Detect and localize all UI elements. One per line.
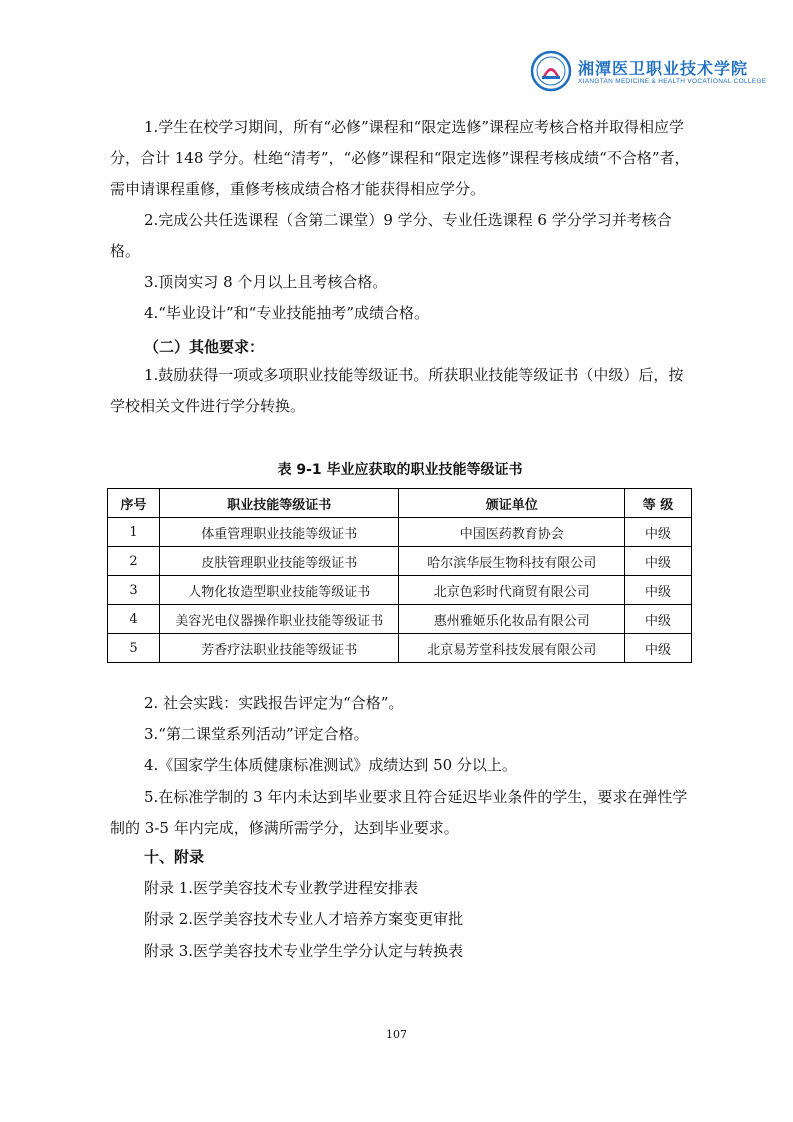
cell-level: 中级 [625, 634, 692, 663]
cell-issuer: 惠州雅姬乐化妆品有限公司 [399, 605, 625, 634]
cell-index: 2 [108, 547, 160, 576]
cell-index: 1 [108, 518, 160, 547]
appendix-item: 附录 1.医学美容技术专业教学进程安排表 [144, 879, 419, 897]
table-row [108, 547, 692, 576]
cell-certificate: 芳香疗法职业技能等级证书 [159, 634, 399, 663]
cell-certificate: 皮肤管理职业技能等级证书 [159, 547, 399, 576]
paragraph-graduation-design: 4.“毕业设计”和“专业技能抽考”成绩合格。 [144, 304, 429, 322]
paragraph-credits: 1.学生在校学习期间，所有“必修”课程和“限定选修”课程应考核合格并取得相应学分，合计 148 学分。杜绝“清考”，“必修”课程和“限定选修”课程考核成绩“不合格”者，需申请课程重修，重修考核成绩合格才能获得相应学分。 [110, 118, 690, 198]
cell-issuer: 哈尔滨华辰生物科技有限公司 [399, 547, 625, 576]
cell-certificate: 体重管理职业技能等级证书 [159, 518, 399, 547]
appendix-item: 附录 3.医学美容技术专业学生学分认定与转换表 [144, 942, 464, 960]
heading-other-requirements: （二）其他要求： [144, 338, 265, 356]
cell-issuer: 北京易芳堂科技发展有限公司 [399, 634, 625, 663]
cell-certificate: 人物化妆造型职业技能等级证书 [159, 576, 399, 605]
table-row [108, 518, 692, 547]
paragraph-social-practice: 2. 社会实践：实践报告评定为“合格”。 [144, 694, 404, 712]
table-header-row [108, 489, 692, 518]
table-row [108, 634, 692, 663]
cell-level: 中级 [625, 547, 692, 576]
heading-appendix: 十、附录 [144, 848, 205, 866]
paragraph-electives: 2.完成公共任选课程（含第二课堂）9 学分、专业任选课程 6 学分学习并考核合格。 [110, 211, 672, 260]
col-header-issuer: 颁证单位 [399, 489, 625, 518]
paragraph-certificates: 1.鼓励获得一项或多项职业技能等级证书。所获职业技能等级证书（中级）后，按学校相关文件进行学分转换。 [110, 366, 684, 415]
table-row [108, 605, 692, 634]
school-name-cn: 湘潭医卫职业技术学院 [578, 59, 749, 78]
appendix-item: 附录 2.医学美容技术专业人才培养方案变更审批 [144, 910, 464, 928]
cell-index: 5 [108, 634, 160, 663]
cell-index: 3 [108, 576, 160, 605]
school-name-en: XIANGTAN MEDICINE & HEALTH VOCATIONAL COLLEGE [578, 78, 767, 85]
table-caption: 表 9-1 毕业应获取的职业技能等级证书 [277, 462, 523, 478]
paragraph-internship: 3.顶岗实习 8 个月以上且考核合格。 [144, 273, 388, 291]
cell-level: 中级 [625, 518, 692, 547]
page-number: 107 [386, 1028, 407, 1041]
school-emblem-icon [530, 50, 572, 92]
cell-certificate: 美容光电仪器操作职业技能等级证书 [159, 605, 399, 634]
school-logo [530, 50, 767, 98]
col-header-certificate: 职业技能等级证书 [159, 489, 399, 518]
paragraph-second-classroom: 3.“第二课堂系列活动”评定合格。 [144, 725, 369, 743]
cell-index: 4 [108, 605, 160, 634]
cell-level: 中级 [625, 576, 692, 605]
table-row [108, 576, 692, 605]
certificate-table [107, 488, 692, 663]
cell-issuer: 中国医药教育协会 [399, 518, 625, 547]
paragraph-flexible-schooling: 5.在标准学制的 3 年内未达到毕业要求且符合延迟毕业条件的学生，要求在弹性学制的 3-5 年内完成，修满所需学分，达到毕业要求。 [110, 788, 688, 837]
cell-level: 中级 [625, 605, 692, 634]
col-header-level: 等 级 [625, 489, 692, 518]
paragraph-fitness-test: 4.《国家学生体质健康标准测试》成绩达到 50 分以上。 [144, 756, 517, 774]
col-header-index: 序号 [108, 489, 160, 518]
cell-issuer: 北京色彩时代商贸有限公司 [399, 576, 625, 605]
